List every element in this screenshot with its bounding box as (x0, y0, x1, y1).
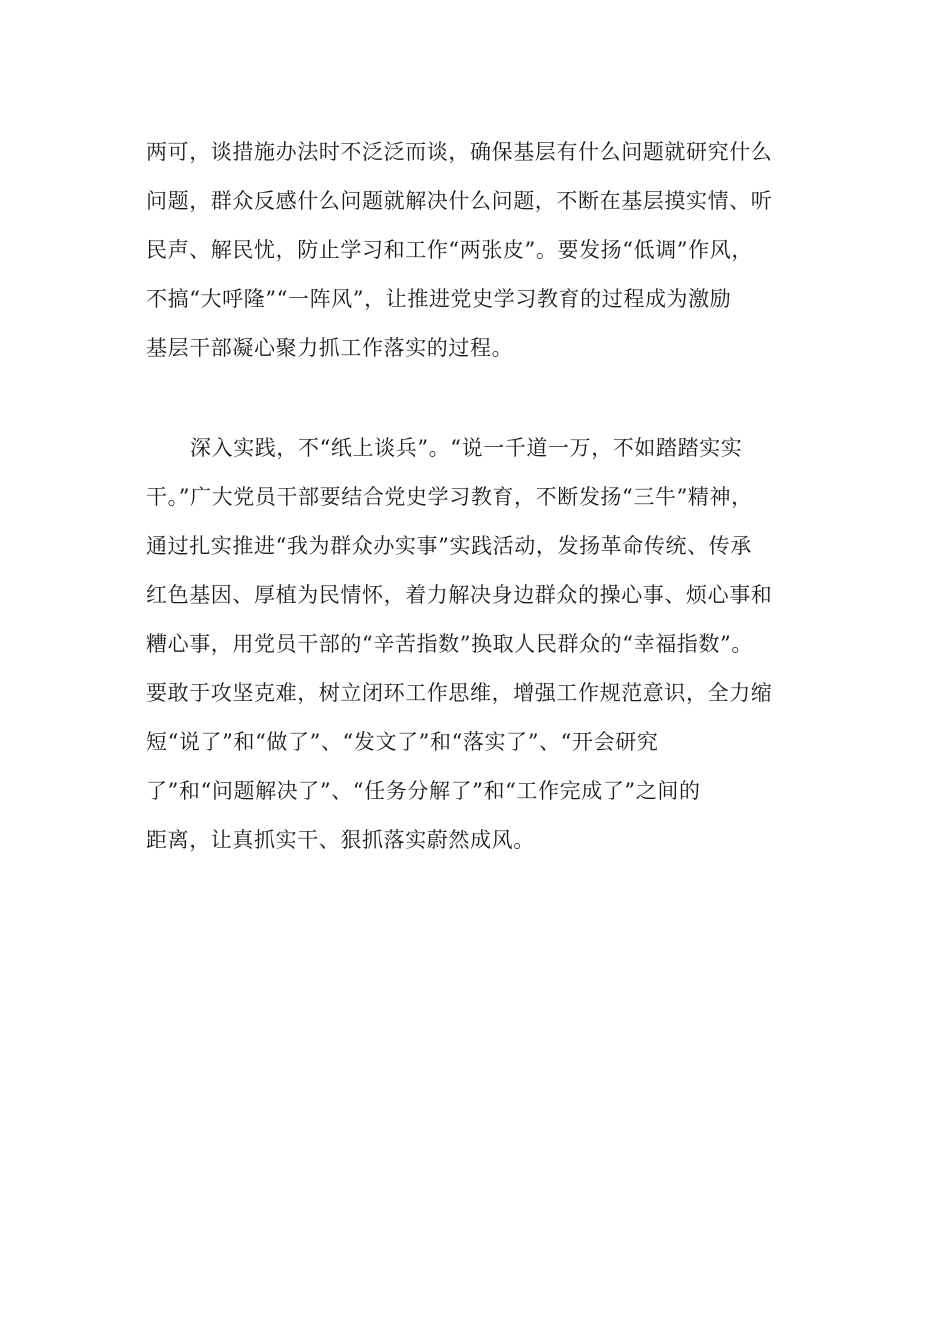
text-line-first: 深入实践，不“纸上谈兵”。“说一千道一万，不如踏踏实实 (190, 436, 743, 460)
paragraph-continuation (146, 128, 806, 373)
text-line: 短“说了”和“做了”、“发文了”和“落实了”、“开会研究 (146, 730, 659, 754)
text-line: 基层干部凝心聚力抓工作落实的过程。 (146, 336, 514, 360)
text-line: 干。”广大党员干部要结合党史学习教育，不断发扬“三牛”精神， (146, 485, 753, 509)
text-line: 糟心事，用党员干部的“辛苦指数”换取人民群众的“幸福指数”。 (146, 632, 753, 656)
text-line: 不搞“大呼隆”“一阵风”，让推进党史学习教育的过程成为激励 (146, 287, 732, 311)
paragraph-deep-practice (146, 424, 806, 865)
text-line: 距离，让真抓实干、狠抓落实蔚然成风。 (146, 828, 535, 852)
text-line: 通过扎实推进“我为群众办实事”实践活动，发扬革命传统、传承 (146, 534, 752, 558)
text-line: 问题，群众反感什么问题就解决什么问题，不断在基层摸实情、听 (146, 189, 773, 213)
text-line: 了”和“问题解决了”、“任务分解了”和“工作完成了”之间的 (146, 779, 701, 803)
text-line: 红色基因、厚植为民情怀，着力解决身边群众的操心事、烦心事和 (146, 583, 773, 607)
text-line: 要敢于攻坚克难，树立闭环工作思维，增强工作规范意识，全力缩 (146, 681, 773, 705)
text-line: 两可，谈措施办法时不泛泛而谈，确保基层有什么问题就研究什么 (146, 140, 773, 164)
text-line: 民声、解民忧，防止学习和工作“两张皮”。要发扬“低调”作风， (146, 238, 753, 262)
